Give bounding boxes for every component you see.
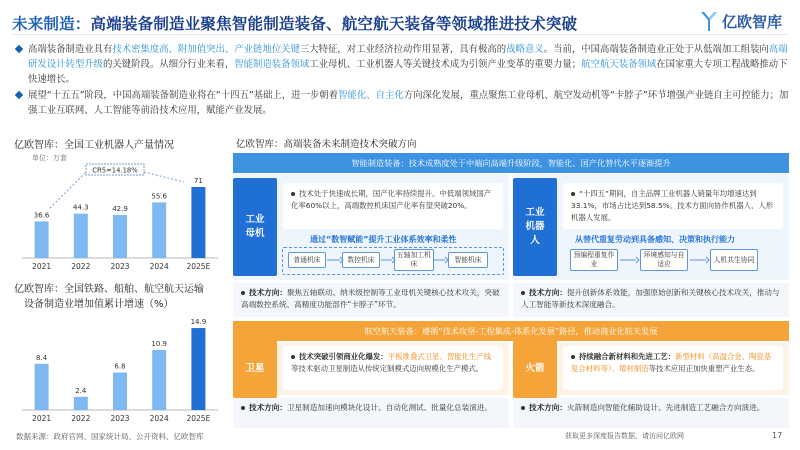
body-text: 。当前，中国高端装备制造业正处于从低端加工组装向 — [543, 44, 769, 55]
satellite-tech-text: 卫星制造加速向模块化设计、自动化测试、批量化总装演进。 — [286, 403, 492, 412]
bar-value-label: 55.6 — [151, 192, 167, 201]
header-divider — [12, 34, 788, 35]
bar-value-label: 36.6 — [33, 211, 50, 220]
bar-value-label: 6.8 — [114, 362, 126, 371]
rocket-card-text: 等技术应用正加快重塑产业生态。 — [648, 364, 760, 373]
rocket-card — [563, 346, 783, 390]
bullet-dot — [291, 192, 295, 196]
body-text: 展望“十五五”阶段，中国高端装备制造业将在“十四五”基础上，进一步朝着 — [28, 90, 339, 101]
bullet-2 — [14, 88, 790, 118]
body-text: 工业母机、工业机器人等关键技术成为引领产业变革的重要力量； — [309, 59, 582, 70]
bar-value-label: 42.9 — [112, 205, 128, 214]
robot-flow-step-3: 人机共生协同 — [710, 249, 758, 271]
chart2-title-line1: 亿欧智库：全国铁路、船舶、航空航天运输 — [14, 284, 204, 295]
machine-flow-title: 通过“数智赋能”提升工业体系效率和柔性 — [310, 235, 457, 244]
robot-label-text: 工业机器人 — [525, 207, 545, 246]
bar-value-label: 71 — [193, 177, 203, 185]
x-tick-label: 2024 — [149, 262, 169, 271]
flow-step-4: 智能机床 — [448, 252, 488, 268]
band-intelligent-manufacturing: 智能制造装备：技术成熟度处于中端向高端升级阶段，智能化、国产化替代水平逐渐提升 — [233, 153, 789, 173]
chart1-title: 亿欧智库：全国工业机器人产量情况 — [14, 140, 174, 151]
cagr-label: CR5=14.18% — [92, 166, 138, 175]
highlight-text: 智能制造装备领域 — [234, 59, 310, 70]
body-text: 在国家重大专项工程战略推动下快速增长。 — [28, 59, 788, 85]
highlight-text: 高端研发设计转型升级 — [28, 44, 788, 70]
rocket-tech-text: 火箭制造向智能化辅助设计、先进制造工艺融合方向演进。 — [566, 403, 765, 412]
page-number: 17 — [772, 431, 783, 440]
x-tick-label: 2023 — [110, 262, 130, 271]
satellite-tech-label: 技术方向： — [249, 403, 287, 412]
robot-card-text: “十四五”期间，自主品牌工业机器人销量年均增速达到33.1%，市场占比达到58.5%。技术方面向协作机器人、人形机器人发展。 — [571, 189, 774, 222]
body-text: 方向深化发展，重点聚焦工业母机、航空发动机等“卡脖子”环节增强产业链自主可控能力；加强工业互联网、人工智能等前沿技术应用，赋能产业发展。 — [28, 90, 789, 116]
x-tick-label: 2022 — [71, 262, 91, 271]
brand-logo-icon — [700, 10, 718, 32]
bar — [152, 202, 166, 258]
bullet-dot — [241, 406, 245, 410]
chart2-title-line2: 设备制造业增加值累计增速（%） — [24, 299, 174, 310]
page-title — [12, 12, 577, 34]
x-tick-label: 2025E — [186, 414, 211, 423]
bar — [74, 214, 88, 258]
robot-tech-direction — [513, 283, 789, 317]
bar — [113, 373, 127, 410]
cagr-line-left — [50, 172, 86, 208]
bar — [191, 187, 205, 258]
intro-bullets — [14, 42, 790, 118]
bullet-dot — [521, 406, 525, 410]
rocket-tech-direction — [513, 398, 789, 428]
rocket-label: 火箭 — [513, 340, 557, 398]
x-tick-label: 2021 — [32, 262, 52, 271]
bullet-dot — [241, 291, 245, 295]
tech2-text: 提升创新体系效能，加强原始创新和关键核心技术攻关，推动与人工智能等新技术深度融合。 — [521, 288, 780, 309]
robot-flow-step-1: 预编程重复作业 — [570, 249, 618, 271]
bar — [191, 328, 205, 410]
chart1-plot — [14, 160, 224, 275]
flow-step-2: 数控机床 — [342, 252, 380, 268]
bar-value-label: 44.3 — [73, 203, 89, 212]
bar-value-label: 10.9 — [151, 340, 167, 349]
rocket-card-title: 持续融合新材料和先进工艺： — [579, 352, 676, 361]
bar — [113, 215, 127, 258]
bullet-1 — [14, 42, 790, 87]
bullet-dot — [571, 355, 575, 359]
bar-value-label: 2.4 — [75, 386, 87, 395]
bullet-dot — [291, 355, 295, 359]
highlight-text: 技术密集度高、附加值突出、产业链地位关键 — [112, 44, 300, 55]
chart2-plot — [14, 308, 224, 426]
satellite-tech-direction — [233, 398, 509, 428]
title-prefix: 未来制造： — [12, 15, 91, 33]
rocket-card-highlight: 新型材料（高温合金、陶瓷基复合材料等）、增材制造 — [571, 352, 772, 373]
tech1-text: 聚焦五轴联动、纳米级控制等工业母机关键核心技术攻关，突破高端数控系统、高精度功能部件“卡脖子”环节。 — [241, 288, 500, 309]
x-tick-label: 2024 — [149, 414, 169, 423]
satellite-card-title: 技术突破引领商业化爆发： — [299, 352, 388, 361]
x-tick-label: 2023 — [110, 414, 130, 423]
highlight-text: 战略意义 — [506, 44, 544, 55]
robot-label — [513, 178, 557, 276]
flow-arrows — [326, 256, 448, 266]
x-tick-label: 2025E — [186, 262, 211, 271]
chart1-unit: 单位：万套 — [32, 154, 67, 162]
machine-card-text: 技术处于快速成长期，国产化率持续提升。中低端领域国产化率60%以上，高端数控机床国产化率有望突破20%。 — [291, 189, 492, 210]
machine-tech-direction — [233, 283, 509, 317]
bullet-dot — [521, 291, 525, 295]
satellite-card-highlight: 平板堆叠式卫星、智能化生产线 — [387, 352, 492, 361]
brand-logo — [700, 10, 782, 32]
flow-step-1: 普通机床 — [288, 252, 326, 268]
bar — [152, 350, 166, 410]
flow-step-3: 五轴加工机床 — [394, 249, 434, 271]
satellite-card-text: 等技术驱动卫星制造从传统定制模式迈向规模化生产模式。 — [291, 364, 484, 373]
right-panel-title: 亿欧智库：高端装备未来制造技术突破方向 — [236, 139, 417, 150]
bar — [74, 397, 88, 410]
x-tick-label: 2021 — [32, 414, 52, 423]
title-main: 高端装备制造业聚焦智能制造装备、航空航天装备等领域推进技术突破 — [90, 15, 578, 33]
body-text: 的关键阶段。从细分行业来看， — [103, 59, 235, 70]
bar — [35, 221, 49, 258]
bar-value-label: 8.4 — [36, 353, 48, 362]
satellite-card — [283, 346, 503, 390]
highlight-text: 航空航天装备领域 — [581, 59, 657, 70]
robot-flow-title: 从替代重复劳动到具备感知、决策和执行能力 — [575, 235, 735, 244]
tech2-label: 技术方向： — [529, 288, 567, 297]
body-text: 三大特征，对工业经济拉动作用显著，具有极高的 — [299, 44, 507, 55]
band-aerospace: 航空航天装备：遵循“技术攻坚-工程集成-体系化发展”路径，推动商业化航天发展 — [233, 321, 789, 341]
machine-label — [233, 178, 277, 276]
data-source: 数据来源：政府官网、国家统计局、公开资料、亿欧智库 — [16, 432, 204, 441]
brand-logo-text: 亿欧智库 — [722, 12, 783, 31]
rocket-tech-label: 技术方向： — [529, 403, 567, 412]
body-text: 高端装备制造业具有 — [28, 44, 113, 55]
footer-note[interactable]: 获取更多深度报告数据，请访问亿欧网 — [565, 432, 684, 440]
machine-card — [283, 183, 503, 229]
bullet-dot — [571, 192, 575, 196]
robot-flow-step-2: 环境感知与自适应 — [640, 249, 688, 271]
highlight-text: 智能化、自主化 — [338, 90, 404, 101]
machine-label-text: 工业母机 — [245, 214, 265, 239]
robot-flow-arrows — [618, 256, 712, 266]
cagr-line-right — [144, 172, 184, 182]
robot-card — [563, 183, 783, 229]
tech1-label: 技术方向： — [249, 288, 287, 297]
bar-value-label: 14.9 — [190, 318, 207, 327]
satellite-label: 卫星 — [233, 340, 277, 398]
bar — [35, 364, 49, 410]
x-tick-label: 2022 — [71, 414, 91, 423]
